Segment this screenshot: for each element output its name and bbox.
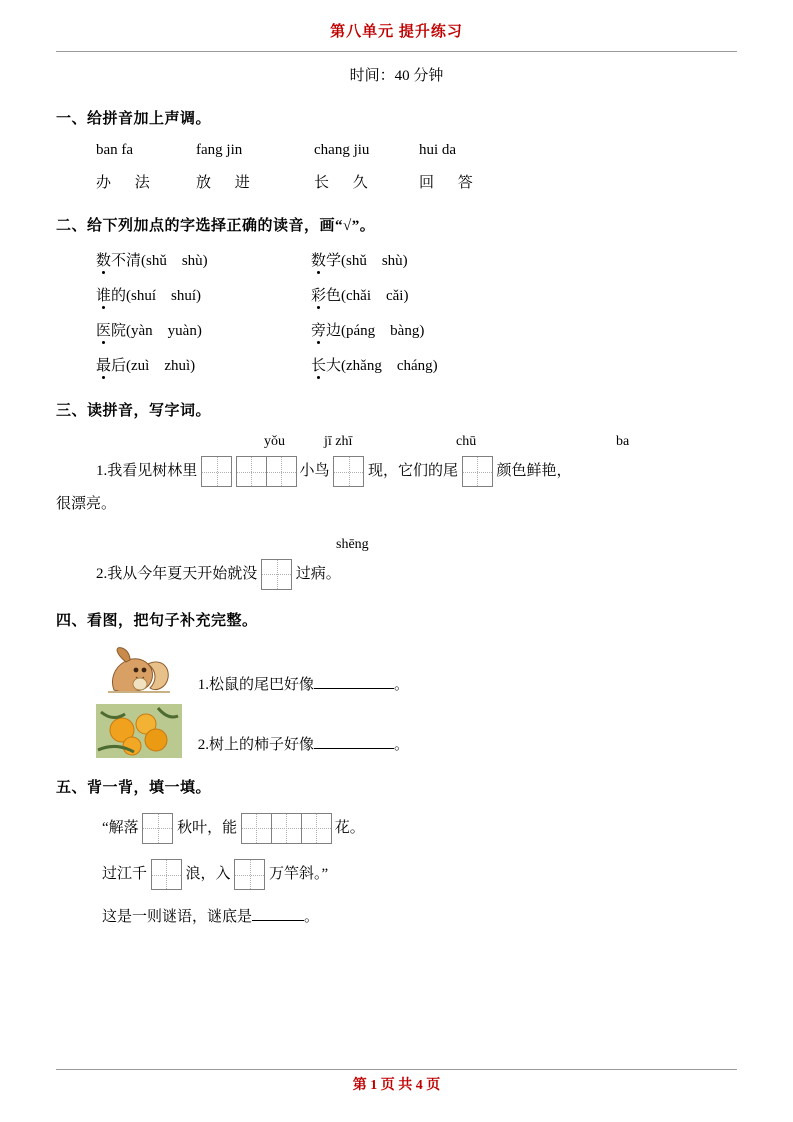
- dotted-char: 最: [96, 354, 111, 375]
- choice-text: 色(chǎi cǎi): [326, 288, 409, 304]
- section-four-heading: 四、看图，把句子补充完整。: [56, 612, 258, 629]
- line-text: 2.我从今年夏天开始就没: [96, 565, 258, 582]
- choice-text: 学(shǔ shù): [326, 253, 408, 269]
- footer-divider: [56, 1069, 737, 1070]
- pinyin-guide-you: yǒu: [264, 434, 285, 449]
- figure-caption: [198, 733, 409, 758]
- write-box[interactable]: [271, 813, 302, 844]
- pinyin-1: ban fa: [96, 142, 134, 158]
- line-text: 过江千: [102, 866, 148, 883]
- pinyin-3: chang jiu: [314, 142, 370, 158]
- pinyin-2: fang jin: [196, 142, 243, 158]
- dotted-char: 医: [96, 319, 111, 340]
- time-limit: 时间：40 分钟: [349, 68, 444, 84]
- hanzi-4: 回 答: [419, 175, 483, 191]
- hanzi-2: 放 进: [196, 175, 260, 191]
- line-text: 浪，入: [185, 866, 231, 883]
- squirrel-image: [96, 644, 182, 698]
- write-box-pair[interactable]: [236, 455, 296, 489]
- section-five-line-1: [56, 811, 737, 846]
- persimmon-image: [96, 704, 182, 758]
- choice-row: [56, 354, 737, 375]
- dotted-char: 数: [96, 249, 111, 270]
- footer-page-number: 1: [370, 1078, 378, 1093]
- footer-total-pages: 4: [415, 1078, 423, 1093]
- choice-item[interactable]: [96, 249, 311, 270]
- choice-row: [56, 284, 737, 305]
- section-one: [56, 107, 737, 192]
- write-box[interactable]: [201, 456, 232, 487]
- section-three-pinyin-guide-2: [56, 537, 737, 557]
- line-text: 1.我看见树林里: [96, 463, 198, 479]
- section-one-heading: 一、给拼音加上声调。: [56, 111, 212, 127]
- section-five-line-2: [56, 857, 737, 891]
- section-three: [56, 399, 737, 591]
- line-text: 颜色鲜艳，: [496, 463, 572, 479]
- footer-middle: 页 共: [380, 1078, 413, 1093]
- line-text: 秋叶，能: [177, 819, 238, 836]
- page-footer: [0, 1074, 793, 1094]
- line-text: 万竿斜。”: [269, 866, 329, 883]
- choice-text: 后(zuì zhuì): [111, 358, 196, 374]
- dotted-char: 数: [311, 249, 326, 270]
- choice-text: 大(zhǎng cháng): [326, 358, 438, 374]
- dotted-char: 彩: [311, 284, 326, 305]
- figure-row-persimmon: [56, 704, 737, 758]
- section-five: [56, 776, 737, 932]
- write-box[interactable]: [462, 456, 493, 487]
- write-box[interactable]: [236, 456, 267, 487]
- pinyin-guide-ba: ba: [616, 434, 630, 449]
- section-three-pinyin-guides: [56, 434, 737, 454]
- caption-text: 1.松鼠的尾巴好像: [197, 676, 315, 693]
- caption-text: 2.树上的柿子好像: [197, 736, 315, 753]
- choice-text: 院(yàn yuàn): [111, 323, 202, 339]
- section-five-heading: 五、背一背，填一填。: [56, 779, 212, 796]
- pinyin-guide-jizhi: jī zhī: [324, 434, 353, 449]
- dotted-char: 谁: [96, 284, 111, 305]
- line-text: 现，它们的尾: [368, 463, 459, 479]
- section-two: [56, 214, 737, 375]
- pinyin-4: hui da: [419, 142, 457, 158]
- line-text: 过病。: [295, 565, 341, 582]
- choice-item[interactable]: [311, 354, 526, 375]
- caption-tail: 。: [394, 676, 410, 693]
- choice-item[interactable]: [311, 319, 526, 340]
- page-title: 第八单元 提升练习: [330, 24, 463, 40]
- footer-prefix: 第: [352, 1078, 367, 1093]
- write-box[interactable]: [301, 813, 332, 844]
- choice-item[interactable]: [311, 284, 526, 305]
- write-box[interactable]: [151, 859, 182, 890]
- choice-text: 不清(shǔ shù): [111, 253, 208, 269]
- write-box[interactable]: [266, 456, 297, 487]
- header-divider: [56, 51, 737, 52]
- section-three-heading: 三、读拼音，写字词。: [56, 403, 212, 419]
- footer-suffix: 页: [426, 1078, 441, 1093]
- choice-row: [56, 249, 737, 270]
- line-text: 小鸟: [299, 463, 330, 479]
- write-box[interactable]: [234, 859, 265, 890]
- write-box-pair[interactable]: [241, 811, 331, 845]
- figure-caption: [198, 673, 409, 698]
- section-three-line-1: [56, 454, 737, 489]
- choice-item[interactable]: [96, 319, 311, 340]
- write-box[interactable]: [142, 813, 173, 844]
- dotted-char: 长: [311, 354, 326, 375]
- choice-text: 的(shuí shuí): [111, 288, 202, 304]
- figure-row-squirrel: [56, 644, 737, 698]
- answer-blank[interactable]: [252, 906, 304, 921]
- line-text: 花。: [334, 819, 365, 836]
- section-five-line-3: [56, 903, 737, 931]
- write-box[interactable]: [261, 559, 292, 590]
- section-one-hanzi-row: [56, 171, 737, 192]
- caption-tail: 。: [394, 736, 410, 753]
- line-text: “解落: [102, 819, 139, 836]
- dotted-char: 旁: [311, 319, 326, 340]
- section-one-pinyin-row: [56, 142, 737, 159]
- choice-item[interactable]: [311, 249, 526, 270]
- line-text: 。: [304, 909, 320, 926]
- hanzi-3: 长 久: [314, 175, 378, 191]
- choice-item[interactable]: [96, 284, 311, 305]
- choice-item[interactable]: [96, 354, 311, 375]
- section-four: [56, 609, 737, 758]
- write-box[interactable]: [333, 456, 364, 487]
- hanzi-1: 办 法: [96, 175, 160, 191]
- section-three-line-2: [56, 557, 737, 591]
- section-three-line-1-wrap: 很漂亮。: [56, 495, 117, 512]
- line-text: 这是一则谜语，谜底是: [102, 909, 253, 926]
- answer-blank[interactable]: [314, 674, 394, 689]
- pinyin-guide-chu: chū: [456, 434, 477, 449]
- choice-text: 边(páng bàng): [326, 323, 425, 339]
- answer-blank[interactable]: [314, 734, 394, 749]
- pinyin-guide-sheng: shēng: [336, 536, 369, 552]
- write-box[interactable]: [241, 813, 272, 844]
- choice-row: [56, 319, 737, 340]
- section-two-heading: 二、给下列加点的字选择正确的读音，画“√”。: [56, 218, 376, 234]
